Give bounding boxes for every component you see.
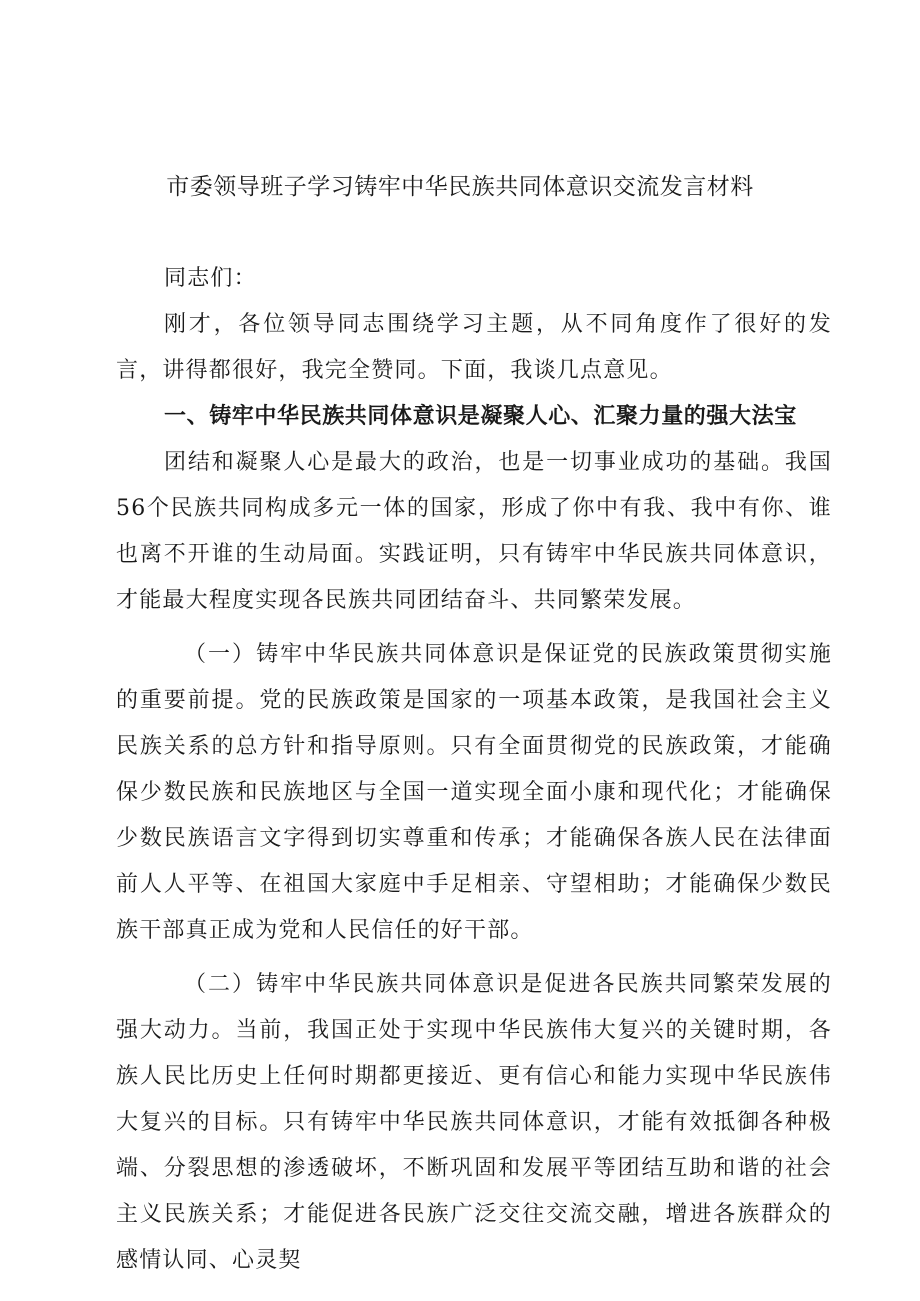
greeting: 同志们： [164, 266, 257, 291]
document-body [116, 256, 832, 1284]
section-1-paragraph: 团结和凝聚人心是最大的政治，也是一切事业成功的基础。我国56个民族共同构成多元一体的国家，形成了你中有我、我中有你、谁也离不开谁的生动局面。实践证明，只有铸牢中华民族共同体意识，才能最大程度实现各民族共同团结奋斗、共同繁荣发展。 [116, 450, 832, 613]
paragraph-gap [116, 624, 832, 632]
section-1-heading: 一、铸牢中华民族共同体意识是凝聚人心、汇聚力量的强大法宝 [164, 404, 797, 429]
intro-paragraph: 刚才，各位领导同志围绕学习主题，从不同角度作了很好的发言，讲得都很好，我完全赞同。下面，我谈几点意见。 [116, 312, 832, 383]
paragraph-gap [116, 954, 832, 962]
document-title: 市委领导班子学习铸牢中华民族共同体意识交流发言材料 [166, 174, 754, 200]
subsection-2-paragraph: （二）铸牢中华民族共同体意识是促进各民族共同繁荣发展的强大动力。当前，我国正处于实现中华民族伟大复兴的关键时期，各族人民比历史上任何时期都更接近、更有信心和能力实现中华民族伟大复兴的目标。只有铸牢中华民族共同体意识，才能有效抵御各种极端、分裂思想的渗透破坏，不断巩固和发展平等团结互助和谐的社会主义民族关系；才能促进各民族广泛交往交流交融，增进各族群众的感情认同、心灵契 [116, 972, 832, 1273]
subsection-1-paragraph: （一）铸牢中华民族共同体意识是保证党的民族政策贯彻实施的重要前提。党的民族政策是国家的一项基本政策，是我国社会主义民族关系的总方针和指导原则。只有全面贯彻党的民族政策，才能确保少数民族和民族地区与全国一道实现全面小康和现代化；才能确保少数民族语言文字得到切实尊重和传承；才能确保各族人民在法律面前人人平等、在祖国大家庭中手足相亲、守望相助；才能确保少数民族干部真正成为党和人民信任的好干部。 [116, 642, 832, 943]
